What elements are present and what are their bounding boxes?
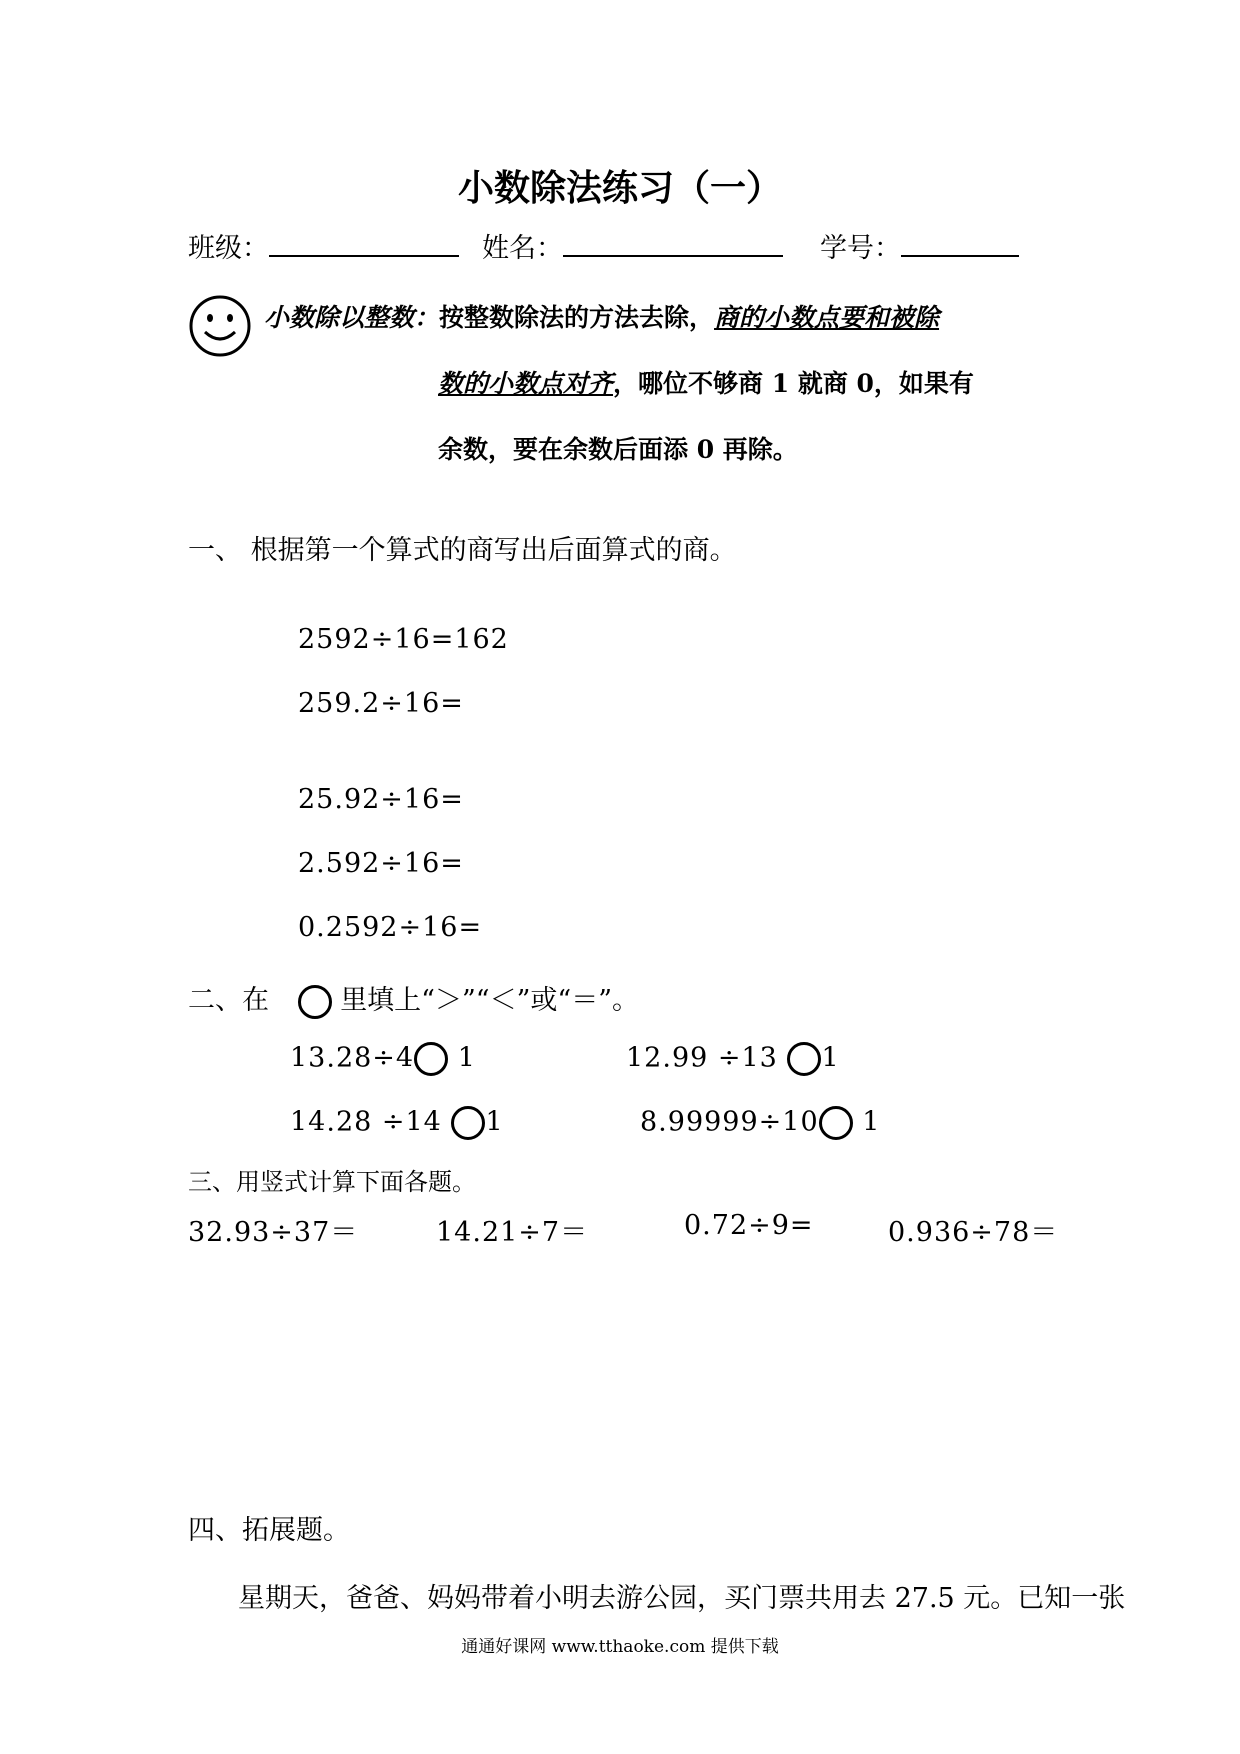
page-title: 小数除法练习（一）: [457, 167, 782, 209]
rule-line-2: [438, 364, 974, 400]
compare-item: [290, 1106, 504, 1140]
compare-left: 13.28÷4: [290, 1042, 415, 1074]
section2-heading-a: 二、在: [188, 985, 269, 1016]
rule-text-3: 余数，要在余数后面添 0 再除。: [438, 435, 798, 464]
section1-heading: 一、 根据第一个算式的商写出后面算式的商。: [188, 535, 737, 566]
section2-heading: [188, 978, 639, 1019]
compare-circle-blank[interactable]: [414, 1042, 448, 1076]
compare-circle-blank[interactable]: [819, 1106, 853, 1140]
compare-item: [290, 1042, 476, 1076]
compare-circle-blank[interactable]: [787, 1042, 821, 1076]
section2-heading-b: 里填上“＞”“＜”或“＝”。: [340, 985, 640, 1016]
rule-underline-1: 商的小数点要和被除: [714, 303, 940, 332]
compare-right: 1: [852, 1106, 881, 1138]
rule-lead: 小数除以整数：: [264, 303, 440, 332]
section1-equation: 2.592÷16=: [298, 848, 464, 879]
compare-item: [640, 1106, 880, 1140]
compare-left: 12.99 ÷13: [626, 1042, 788, 1074]
rule-line-3: [438, 430, 798, 466]
compare-left: 14.28 ÷14: [290, 1106, 452, 1138]
section3-heading: 三、用竖式计算下面各题。: [188, 1168, 476, 1196]
section1-equation: 0.2592÷16=: [298, 912, 483, 943]
section1-equation: 259.2÷16=: [298, 688, 464, 719]
number-label: 学号：: [820, 233, 901, 264]
footer: 通通好课网 www.tthaoke.com 提供下载: [461, 1637, 779, 1657]
compare-right: 1: [821, 1042, 840, 1074]
class-blank[interactable]: [269, 227, 459, 257]
rule-underline-2: 数的小数点对齐: [438, 369, 614, 398]
circle-blank-icon: [298, 985, 332, 1019]
compare-right: 1: [485, 1106, 504, 1138]
section3-problem: 0.72÷9=: [684, 1210, 814, 1241]
name-blank[interactable]: [563, 227, 783, 257]
number-field: [820, 226, 1019, 265]
section3-problem: 32.93÷37＝: [188, 1217, 359, 1248]
compare-left: 8.99999÷10: [640, 1106, 819, 1138]
class-field: [188, 226, 459, 265]
rule-text-1: 按整数除法的方法去除，: [439, 303, 715, 332]
name-label: 姓名：: [482, 233, 563, 264]
smiley-face-icon: [188, 294, 252, 358]
name-field: [482, 226, 783, 265]
section3-problem: 14.21÷7＝: [436, 1217, 589, 1248]
compare-item: [626, 1042, 840, 1076]
section4-text: 星期天，爸爸、妈妈带着小明去游公园，买门票共用去 27.5 元。已知一张: [238, 1583, 1126, 1614]
compare-right: 1: [448, 1042, 476, 1074]
compare-circle-blank[interactable]: [451, 1106, 485, 1140]
section1-equation: 2592÷16=162: [298, 624, 509, 655]
section1-equation: 25.92÷16=: [298, 784, 464, 815]
section3-problem: 0.936÷78＝: [888, 1217, 1059, 1248]
number-blank[interactable]: [901, 227, 1019, 257]
rule-text-2: ，哪位不够商 1 就商 0，如果有: [613, 369, 974, 398]
class-label: 班级：: [188, 233, 269, 264]
rule-line-1: [264, 298, 939, 334]
section4-heading: 四、拓展题。: [188, 1515, 350, 1546]
